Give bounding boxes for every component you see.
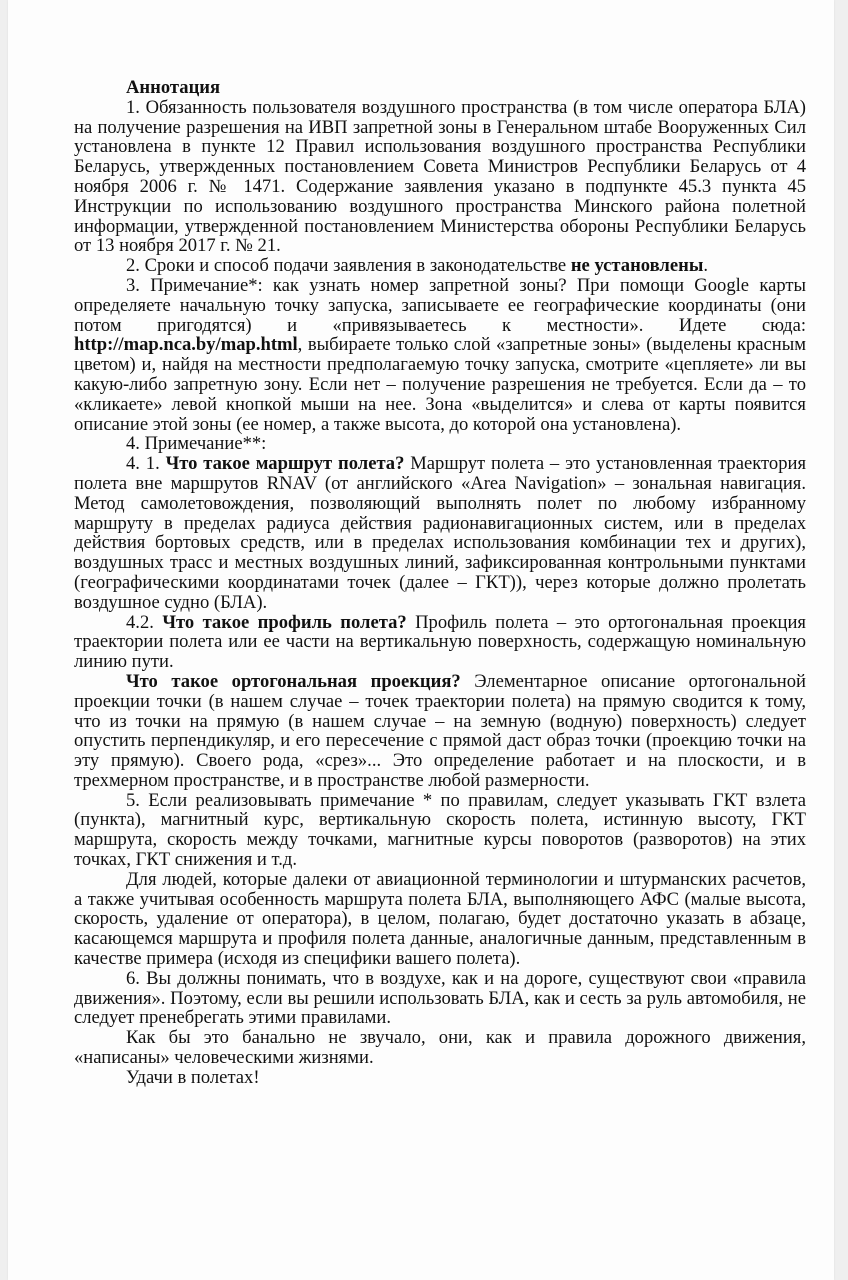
map-link: http://map.nca.by/map.html	[74, 334, 298, 356]
paragraph-5: 5. Если реализовывать примечание * по правилам, следует указывать ГКТ взлета (пункта), магнитный курс, вертикальную скорость полета, истинную высоту, ГКТ маршрута, скорость между точками, магнитные курсы поворотов (разворотов) на этих точках, ГКТ снижения и т.д.	[74, 789, 806, 871]
paragraph-5b: Для людей, которые далеки от авиационной терминологии и штурманских расчетов, а также учитывая особенность маршрута полета БЛА, выполняющего АФС (малые высота, скорость, удаление от оператора), в целом, полагаю, будет достаточно указать в абзаце, касающемся маршрута и профиля полета данные, аналогичные данным, представленным в качестве примера (исходя из специфики вашего полета).	[74, 868, 806, 970]
p41-num: 4. 1.	[126, 453, 166, 475]
p42-bold: Что такое профиль полета?	[162, 611, 407, 633]
paragraph-1: 1. Обязанность пользователя воздушного пространства (в том числе оператора БЛА) на получение разрешения на ИВП запретной зоны в Генеральном штабе Вооруженных Сил установлена в пункте 12 Правил использования воздушного пространства Республики Беларусь, утвержденных постановлением Совета Министров Республики Беларусь от 4 ноября 2006 г. № 1471. Содержание заявления указано в подпункте 45.3 пункта 45 Инструкции по использованию воздушного пространства Минского района полетной информации, утвержденной постановлением Министерства обороны Республики Беларусь от 13 ноября 2017 г. № 21.	[74, 96, 806, 257]
paragraph-2	[74, 256, 806, 276]
p3-text-a: 3. Примечание*: как узнать номер запретной зоны? При помощи Google карты определяете начальную точку запуска, записываете ее географические координаты (они потом пригодятся) и «привязываетесь к местности». Идете сюда:	[74, 274, 806, 336]
p3-text-b: , выбираете только слой «запретные зоны» (выделены красным цветом) и, найдя на местности предполагаемую точку запуска, смотрите «цепляете» ли вы какую-либо запретную зону. Если нет – получение разрешения не требуется. Если да – то «кликаете» левой кнопкой мыши на нее. Зона «выделится» и слева от карты появится описание этой зоны (ее номер, а также высота, до которой она установлена).	[74, 334, 806, 435]
p43-text: Элементарное описание ортогональной проекции точки (в нашем случае – точек траектории полета) на прямую сводится к тому, что из точки на прямую (в нашем случае – на земную (водную) поверхность) следует опустить перпендикуляр, и его пересечение с прямой даст образ точки (проекцию точки на эту прямую). Своего рода, «срез»... Это определение работает и на плоскости, и в трехмерном пространстве, и в пространстве любой размерности.	[74, 670, 806, 791]
paragraph-4-1	[74, 454, 806, 612]
paragraph-6: 6. Вы должны понимать, что в воздухе, как и на дороге, существуют свои «правила движения». Поэтому, если вы решили использовать БЛА, как и сесть за руль автомобиля, не следует пренебрегать этими правилами.	[74, 967, 806, 1029]
paragraph-3	[74, 276, 806, 434]
paragraph-4-3	[74, 672, 806, 791]
paragraph-8: Удачи в полетах!	[126, 1066, 260, 1088]
p41-text: Маршрут полета – это установленная траектория полета вне маршрутов RNAV (от английского «Area Navigation» – зональная навигация. Метод самолетовождения, позволяющий выполнять полет по любому избранному маршруту в пределах радиуса действия радионавигационных систем, или в пределах действия бортовых средств, или в пределах использования комбинации тех и других), воздушных трасс и местных воздушных линий, зафиксированная контрольными пунктами (географическими координатами точек (далее – ГКТ)), через которые должно пролетать воздушное судно (БЛА).	[74, 453, 806, 613]
page-title: Аннотация	[126, 77, 221, 98]
document-page	[8, 0, 834, 1280]
p42-num: 4.2.	[126, 611, 163, 633]
p42-text: Профиль полета – это ортогональная проекция траектории полета или ее части на вертикальную поверхность, содержащую номинальную линию пути.	[74, 611, 806, 673]
p43-bold: Что такое ортогональная проекция?	[126, 670, 461, 692]
paragraph-4: 4. Примечание**:	[126, 433, 267, 455]
paragraph-4-2	[74, 613, 806, 672]
p41-bold: Что такое маршрут полета?	[165, 453, 405, 475]
p2-bold: не установлены	[570, 255, 704, 277]
document-body	[74, 78, 806, 1088]
p2-end: .	[703, 255, 709, 277]
paragraph-7: Как бы это банально не звучало, они, как и правила дорожного движения, «написаны» человеческими жизнями.	[74, 1027, 806, 1069]
p2-text: 2. Сроки и способ подачи заявления в законодательстве	[126, 255, 571, 277]
